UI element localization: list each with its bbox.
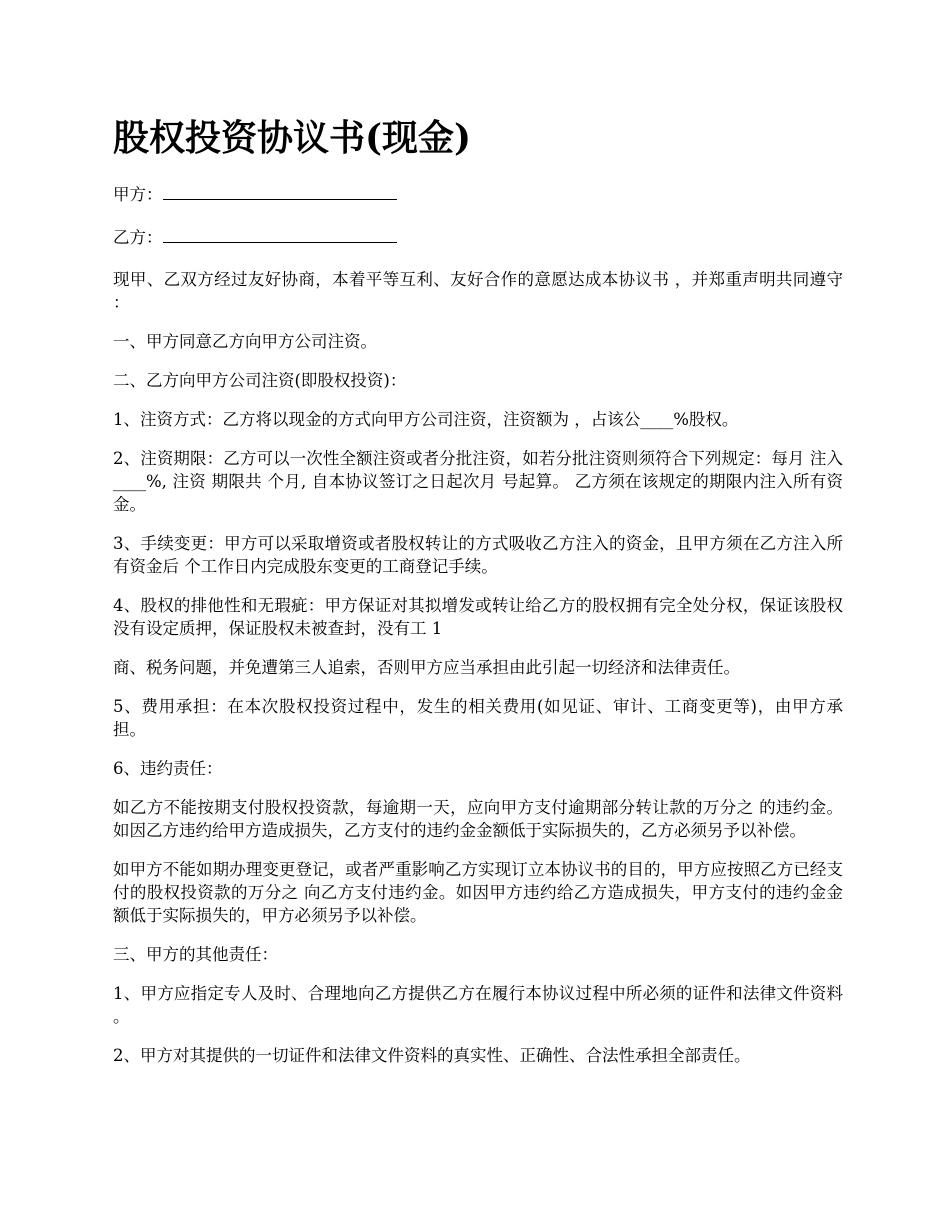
clause-2-item-3: 3、手续变更：甲方可以采取增资或者股权转让的方式吸收乙方注入的资金，且甲方须在乙方注入所有资金后 个工作日内完成股东变更的工商登记手续。 [113, 534, 843, 576]
party-a-blank [163, 182, 397, 200]
party-b-label: 乙方： [113, 228, 163, 247]
clause-3-item-2: 2、甲方对其提供的一切证件和法律文件资料的真实性、正确性、合法性承担全部责任。 [113, 1046, 751, 1065]
clause-3-item-1: 1、甲方应指定专人及时、合理地向乙方提供乙方在履行本协议过程中所必须的证件和法律文件资料 。 [113, 984, 843, 1026]
clause-2-item-4-cont: 商、税务问题，并免遭第三人追索，否则甲方应当承担由此引起一切经济和法律责任。 [113, 658, 740, 677]
clause-2-item-2: 2、注资期限：乙方可以一次性全额注资或者分批注资，如若分批注资则须符合下列规定：每月 注入 ____%, 注资 期限共 个月, 自本协议签订之日起次月 号起算。 乙方须在该规定的期限内注入所有资金。 [113, 449, 843, 514]
clause-2-item-6: 6、违约责任： [113, 759, 223, 778]
clause-1-heading: 一、甲方同意乙方向甲方公司注资。 [113, 332, 377, 351]
party-a-label: 甲方： [113, 185, 163, 204]
party-b-line [113, 225, 843, 249]
document-page [113, 112, 843, 1083]
party-a-line [113, 182, 843, 206]
clause-2-item-4: 4、股权的排他性和无瑕疵：甲方保证对其拟增发或转让给乙方的股权拥有完全处分权，保证该股权没有设定质押，保证股权未被查封，没有工 1 [113, 596, 843, 638]
clause-2-item-1: 1、注资方式：乙方将以现金的方式向甲方公司注资，注资额为 ，占该公____%股权。 [113, 410, 739, 429]
clause-2-heading: 二、乙方向甲方公司注资(即股权投资)： [113, 371, 407, 390]
intro-paragraph: 现甲、乙双方经过友好协商，本着平等互利、友好合作的意愿达成本协议书 ，并郑重声明共同遵守 ： [113, 270, 843, 312]
party-b-blank [163, 225, 397, 243]
breach-paragraph-b: 如乙方不能按期支付股权投资款，每逾期一天，应向甲方支付逾期部分转让款的万分之 的违约金。如因乙方违约给甲方造成损失，乙方支付的违约金金额低于实际损失的，乙方必须另予以补偿。 [113, 798, 843, 840]
breach-paragraph-a: 如甲方不能如期办理变更登记，或者严重影响乙方实现订立本协议书的目的，甲方应按照乙方已经支付的股权投资款的万分之 向乙方支付违约金。如因甲方违约给乙方造成损失，甲方支付的违约金金额低于实际损失的，甲方必须另予以补偿。 [113, 860, 843, 925]
document-title: 股权投资协议书(现金) [113, 117, 472, 159]
clause-3-heading: 三、甲方的其他责任： [113, 945, 278, 964]
clause-2-item-5: 5、费用承担：在本次股权投资过程中，发生的相关费用(如见证、审计、工商变更等)，由甲方承担。 [113, 697, 843, 739]
